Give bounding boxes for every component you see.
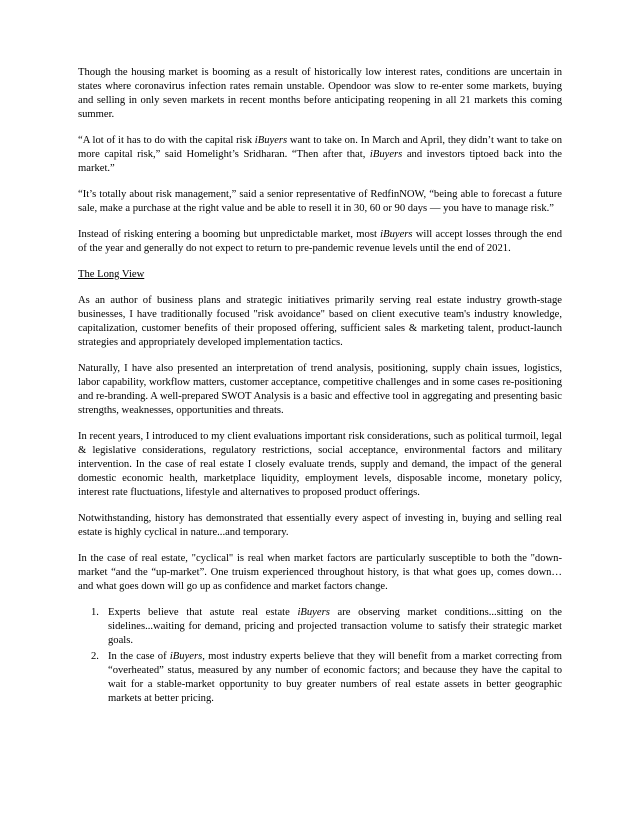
ibuyers-term: iBuyers xyxy=(254,135,288,146)
list-number: 2. xyxy=(91,651,99,662)
paragraph-trend-analysis: Naturally, I have also presented an interpretation of trend analysis, positioning, supply chain issues, logistics, labor capability, workflow matters, customer acceptance, competitive challenges and in some cases re-positioning and re-branding. A well-prepared SWOT Analysis is a basic and effective tool in aggregating and presenting basic strengths, weaknesses, opportunities and threats. xyxy=(78,363,562,416)
paragraph-accept-losses: Instead of risking entering a booming but unpredictable market, most iBuyers will accept losses through the end of the year and generally do not expect to return to pre-pandemic revenue levels until the end of 2021. xyxy=(78,229,562,254)
paragraph-opendoor-markets: Though the housing market is booming as a result of historically low interest rates, conditions are uncertain in states where coronavirus infection rates remain unstable. Opendoor was slow to re-enter some markets, buying and selling in only seven markets in recent months before anticipating reopening in all 21 markets this coming summer. xyxy=(78,67,562,120)
section-heading-long-view: The Long View xyxy=(78,269,145,280)
paragraph-cyclical-history: Notwithstanding, history has demonstrated that essentially every aspect of investing in, buying and selling real estate is highly cyclical in nature...and temporary. xyxy=(78,513,562,538)
list-item: 1. Experts believe that astute real estate iBuyers are observing market conditions...sitting on the sidelines...waiting for demand, pricing and projected transaction volume to satisfy their strategic market goals. xyxy=(91,607,562,646)
ibuyers-term: iBuyers xyxy=(380,229,413,240)
document-page xyxy=(78,66,562,708)
paragraph-risk-considerations: In recent years, I introduced to my client evaluations important risk considerations, such as political turmoil, legal & legislative considerations, regulatory restrictions, social acceptance, environmental factors and military intervention. In the case of real estate I closely evaluate trends, supply and demand, the impact of the general domestic economic health, marketplace liquidity, employment levels, disposable income, monetary policy, interest rate fluctuations, lifestyle and alternatives to proposed product offerings. xyxy=(78,431,562,498)
paragraph-risk-management-quote: “It’s totally about risk management,” said a senior representative of RedfinNOW, “being able to forecast a future sale, make a purchase at the right value and be able to resell it in 30, 60 or 90 days — you have to manage risk.” xyxy=(78,189,562,214)
list-item: 2. In the case of iBuyers, most industry experts believe that they will benefit from a market correcting from “overheated” status, measured by any number of economic factors; and because they have the capital to wait for a stable-market opportunity to buy greater numbers of real estate assets in better geographic markets at better pricing. xyxy=(91,651,562,704)
paragraph-author-business-plans: As an author of business plans and strategic initiatives primarily serving real estate industry growth-stage businesses, I have traditionally focused "risk avoidance" based on client executive team's industry knowledge, capitalization, customer benefits of their proposed offering, sufficient sales & marketing talent, product-launch strategies and appropriately developed implementation tactics. xyxy=(78,295,562,348)
ibuyers-term: iBuyers xyxy=(369,149,403,160)
paragraph-capital-risk-quote: “A lot of it has to do with the capital risk iBuyers want to take on. In March and April, they didn’t want to take on more capital risk,” said Homelight’s Sridharan. “Then after that, iBuyers and investors tiptoed back into the market.” xyxy=(78,135,562,174)
list-number: 1. xyxy=(91,607,99,618)
paragraph-cyclical-definition: In the case of real estate, "cyclical" is real when market factors are particularly susceptible to both the "down-market “and the “up-market”. One truism experienced throughout history, is that what goes up, comes down…and what goes down will go up as confidence and market factors change. xyxy=(78,553,562,592)
numbered-list xyxy=(78,606,562,706)
ibuyers-term: iBuyers xyxy=(169,651,203,662)
ibuyers-term: iBuyers xyxy=(297,607,330,618)
